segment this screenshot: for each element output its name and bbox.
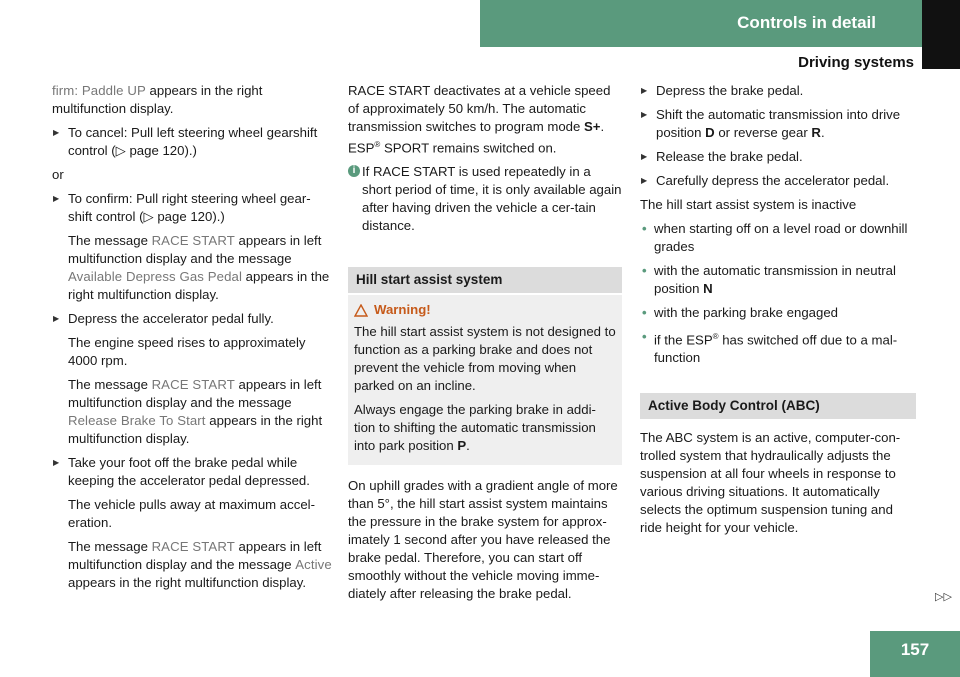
step-accelerate: ▶ Carefully depress the accelerator pedal. <box>640 172 916 190</box>
page-ref-icon: ▷ <box>115 143 130 158</box>
info-note: i If RACE START is used repeatedly in a short period of time, it is only available again after having driven the vehicle a cer-tain distance. <box>348 163 622 235</box>
column-2 <box>348 82 622 609</box>
list-item: • with the parking brake engaged <box>640 304 916 322</box>
paragraph-abc: The ABC system is an active, computer-con-trolled system that hydraulically adjusts the suspension at all four wheels in response to various driving situations. It automatically selects the optimum suspension tuning and ride height for your vehicle. <box>640 430 901 536</box>
info-icon: i <box>348 165 360 177</box>
step-depress: ▶ Depress the accelerator pedal fully. <box>52 310 332 328</box>
step-take-foot: ▶ Take your foot off the brake pedal while keeping the accelerator pedal depressed. <box>52 454 332 490</box>
message-3: The message RACE START appears in left multifunction display and the message Active appears in the right multifunction display. <box>68 539 332 590</box>
chapter-title: Controls in detail <box>737 12 876 32</box>
pulls-away-text: The vehicle pulls away at maximum accel-eration. <box>68 497 315 530</box>
section-title: Driving systems <box>798 54 914 71</box>
chapter-header <box>480 0 922 45</box>
engine-text: The engine speed rises to approximately 4000 rpm. <box>68 335 306 368</box>
page-number: 157 <box>870 631 960 677</box>
warning-heading: Warning! <box>354 301 616 319</box>
list-item: • with the automatic transmission in neutral position N <box>640 262 916 298</box>
paragraph-deactivate: RACE START deactivates at a vehicle speed of approximately 50 km/h. The automatic transmission switches to program mode S+. ESP® SPORT remains switched on. <box>348 83 611 156</box>
header-tab <box>922 0 960 69</box>
step-confirm: ▶ To confirm: Pull right steering wheel gear-shift control (▷ page 120).) <box>52 190 332 226</box>
header-rule <box>480 45 922 47</box>
paragraph-uphill: On uphill grades with a gradient angle of more than 5°, the hill start assist system maintains the pressure in the brake system for approx-imately 1 second after you have released the brake pedal. Therefore, you can start off smoothly without the vehicle moving imme-diately after releasing the brake pedal. <box>348 478 618 602</box>
column-1 <box>52 82 332 598</box>
list-item: • if the ESP® has switched off due to a mal-function <box>640 328 916 367</box>
warning-text-2: Always engage the parking brake in addi-tion to shifting the automatic transmission into park position P. <box>354 402 596 454</box>
warning-icon <box>354 304 368 317</box>
continue-icon: ▷▷ <box>935 591 952 603</box>
step-brake: ▶ Depress the brake pedal. <box>640 82 916 100</box>
column-3 <box>640 82 916 543</box>
step-release: ▶ Release the brake pedal. <box>640 148 916 166</box>
message-1: The message RACE START appears in left multifunction display and the message Available Depress Gas Pedal appears in the right multifunction display. <box>68 233 330 302</box>
list-item: • when starting off on a level road or downhill grades <box>640 220 916 256</box>
warning-text-1: The hill start assist system is not designed to function as a parking brake and does not prevent the vehicle from moving when parked on an incline. <box>354 324 616 394</box>
step-cancel: ▶ To cancel: Pull left steering wheel gearshift control (▷ page 120).) <box>52 124 332 160</box>
or-text: or <box>52 167 64 182</box>
step-shift: ▶ Shift the automatic transmission into drive position D or reverse gear R. <box>640 106 916 142</box>
inactive-intro: The hill start assist system is inactive <box>640 197 857 212</box>
paragraph: firm: Paddle UP appears in the right multifunction display. <box>52 83 263 116</box>
box-title-hill-start: Hill start assist system <box>348 267 622 293</box>
box-title-abc: Active Body Control (ABC) <box>640 393 916 419</box>
warning-box <box>348 295 622 465</box>
page-ref-icon: ▷ <box>143 209 158 224</box>
message-2: The message RACE START appears in left multifunction display and the message Release Brake To Start appears in the right multifunction display. <box>68 377 323 446</box>
